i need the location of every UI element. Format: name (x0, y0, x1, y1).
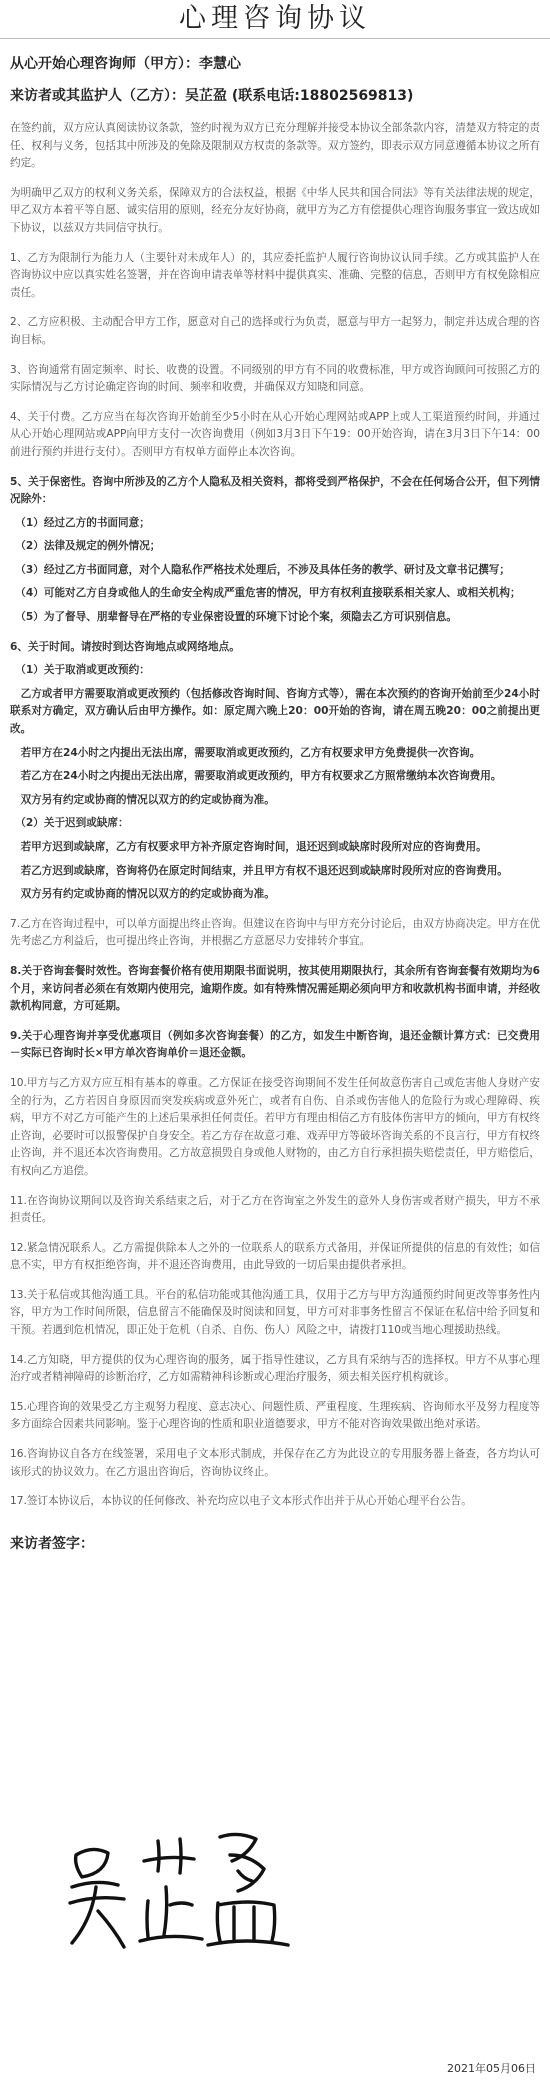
clause-paragraph: 10.甲方与乙方双方应互相有基本的尊重。乙方保证在接受咨询期间不发生任何故意伤害自己或危害他人身财产安全的行为，乙方若因自身原因而突发疾病或意外死亡，或者有自伤、自杀或伤害他人的危险行为或心理障碍、疾病，甲方不对乙方可能产生的上述后果承担任何责任。若甲方有理由相信乙方有肢体伤害甲方的倾向，甲方有权终止咨询，必要时可以报警保护自身安全。若乙方存在故意刁难、戏弄甲方等破坏咨询关系的不良言行，甲方有权终止咨询，并不退还本次咨询费用。乙方故意损毁自身或他人财物的，由乙方自行承担损失赔偿责任，甲方赔偿后，有权向乙方追偿。 (10, 1076, 540, 1177)
clause-paragraph: 在签约前，双方应认真阅读协议条款，签约时视为双方已充分理解并接受本协议全部条款内容，清楚双方特定的责任、权利与义务，包括其中所涉及的免除及限制双方权责的条款等。双方签约，即表示双方同意遵循本协议之所有约定。 (10, 122, 540, 170)
clause-paragraph: 13.关于私信或其他沟通工具。平台的私信功能或其他沟通工具，仅用于乙方与甲方沟通预约时间更改等事务性内容，甲方为工作时间所限，信息留言不能确保及时阅读和回复，甲方可对非事务性留言不保证在私信中给予回复和干预。若遇到危机情况，即正处于危机（自杀、自伤、伤人）风险之中，请拨打110或当地心理援助热线。 (10, 1288, 540, 1337)
clause-paragraph: 4、关于付费。乙方应当在每次咨询开始前至少5小时在从心开始心理网站或APP上或人工渠道预约时间，并通过从心开始心理网站或APP向甲方支付一次咨询费用（例如3月3日下午19：00开始咨询，请在3月3日下午14：00前进行预约并进行支付）。否则甲方有权单方面停止本次咨询。 (10, 410, 540, 458)
clause-paragraph: 若乙方在24小时之内提出无法出席，需要取消或更改预约，甲方有权要求乙方照常缴纳本次咨询费用。 (10, 770, 502, 783)
clause-paragraph: 9.关于心理咨询并享受优惠项目（例如多次咨询套餐）的乙方，如发生中断咨询，退还金额计算方式：已交费用－实际已咨询时长×甲方单次咨询单价＝退还金额。 (10, 1029, 540, 1060)
clause-paragraph: 为明确甲乙双方的权利义务关系，保障双方的合法权益，根据《中华人民共和国合同法》等有关法律法规的规定，甲乙双方本着平等自愿、诚实信用的原则，经充分友好协商，就甲方为乙方有偿提供心理咨询服务事宜一致达成如下协议，以兹双方共同信守执行。 (10, 186, 540, 234)
clause-paragraph: 14.乙方知晓，甲方提供的仅为心理咨询的服务，属于指导性建议，乙方具有采纳与否的选择权。甲方不从事心理治疗或者精神障碍的诊断治疗，乙方如需精神科诊断或心理治疗服务，须去相关医疗机构就诊。 (10, 1353, 540, 1384)
title-divider (0, 38, 550, 39)
signature-label: 来访者签字： (10, 1535, 94, 1552)
clause-paragraph: 5、关于保密性。咨询中所涉及的乙方个人隐私及相关资料，都将受到严格保护，不会在任何场合公开，但下列情况除外： (10, 475, 540, 506)
party-b-line: 来访者或其监护人（乙方）：吴芷盈 (联系电话:18802569813) (10, 88, 414, 104)
clause-paragraph: （5）为了督导、朋辈督导在严格的专业保密设置的环境下讨论个案，须隐去乙方可识别信息。 (10, 611, 458, 624)
clause-paragraph: 1、乙方为限制行为能力人（主要针对未成年人）的，其应委托监护人履行咨询协议认同手续。乙方或其监护人在咨询协议中应以真实姓名签署，并在咨询申请表单等材料中提供真实、准确、完整的信息，否则甲方有权免除相应责任。 (10, 251, 540, 299)
clause-paragraph: 17.签订本协议后，本协议的任何修改、补充均应以电子文本形式作出并于从心开始心理平台公告。 (10, 1495, 472, 1508)
page-title: 心理咨询协议 (179, 3, 371, 34)
clause-paragraph: （2）关于迟到或缺席： (10, 817, 129, 830)
agreement-body (10, 120, 540, 1511)
signing-date: 2021年05月06日 (447, 2062, 536, 2075)
clause-paragraph: （3）经过乙方书面同意，对个人隐私作严格技术处理后，不涉及具体任务的教学、研讨及文章书记撰写； (10, 563, 510, 576)
clause-paragraph: 2、乙方应积极、主动配合甲方工作，愿意对自己的选择或行为负责，愿意与甲方一起努力，制定并达成合理的咨询目标。 (10, 316, 540, 346)
clause-paragraph: 3、咨询通常有固定频率、时长、收费的设置。不同级别的甲方有不同的收费标准，甲方或咨询顾问可按照乙方的实际情况与乙方讨论确定咨询的时间、频率和收费，并确保双方知晓和同意。 (10, 363, 540, 394)
clause-paragraph: 7.乙方在咨询过程中，可以单方面提出终止咨询。但建议在咨询中与甲方充分讨论后，由双方协商决定。甲方在优先考虑乙方利益后，也可提出终止咨询，并根据乙方意愿尽力安排转介事宜。 (10, 917, 540, 948)
clause-paragraph: 若乙方迟到或缺席，咨询将仍在原定时间结束，并且甲方有权不退还迟到或缺席时段所对应的咨询费用。 (10, 864, 508, 877)
clause-paragraph: 11.在咨询协议期间以及咨询关系结束之后，对于乙方在咨询室之外发生的意外人身伤害或者财产损失，甲方不承担责任。 (10, 1194, 540, 1225)
clause-paragraph: （2）法律及规定的例外情况； (10, 540, 161, 553)
party-a-line: 从心开始心理咨询师（甲方）：李慧心 (10, 56, 241, 72)
clause-paragraph: 8.关于咨询套餐时效性。咨询套餐价格有使用期限书面说明，按其使用期限执行，其余所有咨询套餐有效期均为6个月，来访问者必须在有效期内使用完，逾期作废。如有特殊情况需延期必须向甲方和收款机构书面申请，并经收款机构同意，方可延期。 (10, 964, 540, 1013)
clause-paragraph: 若甲方迟到或缺席，乙方有权要求甲方补齐原定咨询时间，退还迟到或缺席时段所对应的咨询费用。 (10, 841, 487, 853)
clause-paragraph: 若甲方在24小时之内提出无法出席，需要取消或更改预约，乙方有权要求甲方免费提供一次咨询。 (10, 746, 481, 759)
clause-paragraph: （1）经过乙方的书面同意； (10, 516, 150, 529)
handwritten-signature (62, 1815, 312, 1965)
clause-paragraph: 12.紧急情况联系人。乙方需提供除本人之外的一位联系人的联系方式备用，并保证所提供的信息的有效性；如信息不实，甲方有权拒绝咨询，并不退还咨询费用，由此导致的一切后果由提供者承担。 (10, 1241, 540, 1272)
clause-paragraph: 乙方或者甲方需要取消或更改预约（包括修改咨询时间、咨询方式等），需在本次预约的咨询开始前至少24小时联系对方确定，双方确认后由甲方操作。如：原定周六晚上20：00开始的咨询，请在周五晚20：00之前提出更改。 (10, 687, 540, 736)
clause-paragraph: 16.咨询协议自各方在线签署，采用电子文本形式制成，并保存在乙方为此设立的专用服务器上备查，各方均认可该形式的协议效力。在乙方退出咨询后，咨询协议终止。 (10, 1448, 540, 1478)
clause-paragraph: 6、关于时间。请按时到达咨询地点或网络地点。 (10, 640, 240, 653)
clause-paragraph: 双方另有约定或协商的情况以双方的约定或协商为准。 (10, 888, 275, 901)
clause-paragraph: 15.心理咨询的效果受乙方主观努力程度、意志决心、问题性质、严重程度、生理疾病、咨询师水平及努力程度等多方面综合因素共同影响。鉴于心理咨询的性质和职业道德要求，甲方不能对咨询效果做出绝对承诺。 (10, 1400, 540, 1431)
clause-paragraph: （1）关于取消或更改预约： (10, 664, 150, 677)
clause-paragraph: （4）可能对乙方自身或他人的生命安全构成严重危害的情况，甲方有权利直接联系相关家人、或相关机构； (10, 587, 521, 600)
clause-paragraph: 双方另有约定或协商的情况以双方的约定或协商为准。 (10, 793, 275, 806)
